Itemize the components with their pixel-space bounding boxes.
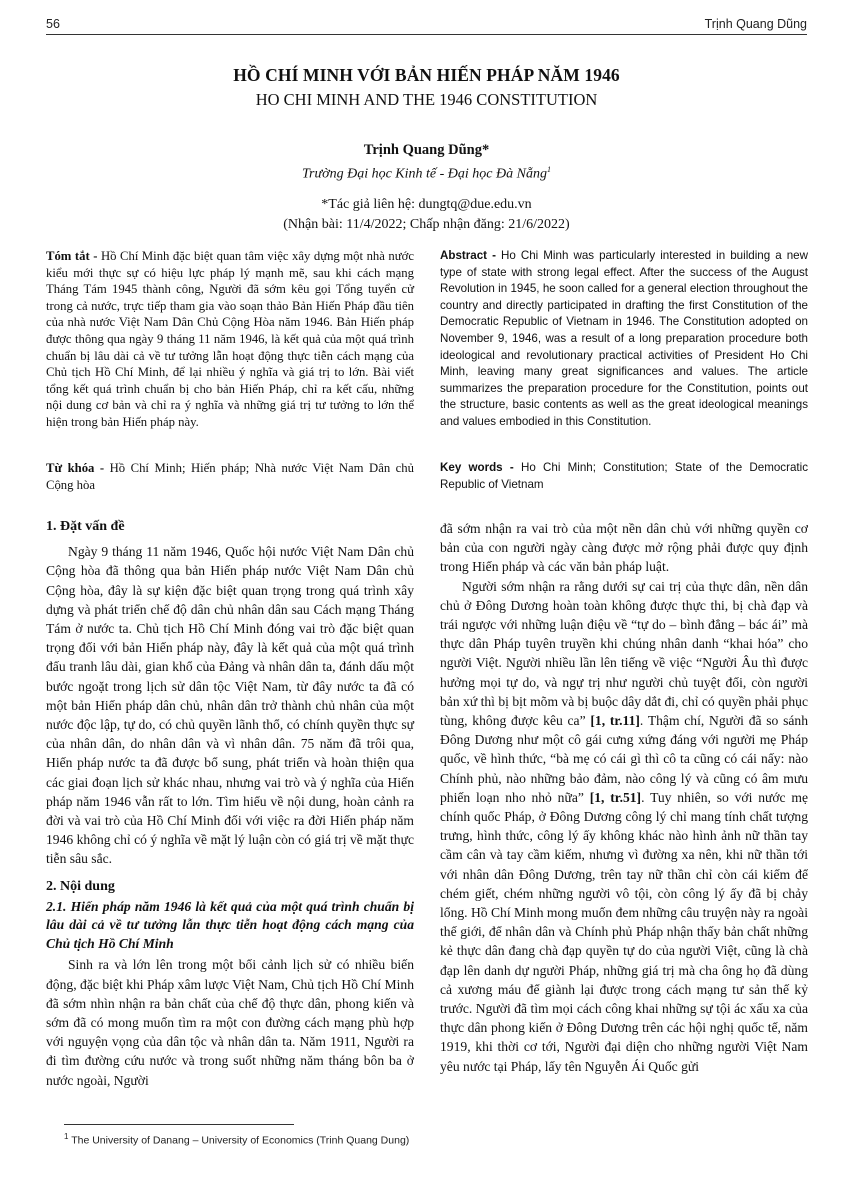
- section-1-heading: 1. Đặt vấn đề: [46, 519, 125, 534]
- footnote-rule: [64, 1124, 294, 1125]
- affiliation-footnote-mark: 1: [546, 165, 551, 174]
- author-name: Trịnh Quang Dũng*: [363, 142, 490, 158]
- author-contact: *Tác giả liên hệ: dungtq@due.edu.vn: [321, 196, 532, 212]
- paragraph-text-a: Người sớm nhận ra rằng dưới sự cai trị của thực dân, nền dân chủ ở Đông Dương hoàn toàn không được thực thi, bị chà đạp và trái ngược với những luận điệu về “tự do – bình đẳng – bác ái” mà thực dân Pháp tuyên truyền khi chúng nhân danh “khai hóa” cho người Việt. Người nhiều lần lên tiếng về việc “Người Âu thì được hưởng mọi tự do, và ngự trị như người chủ tuyệt đối, còn người bản xứ thì bị bịt mõm và bị buộc dây dắt đi, chỉ có quyền phải phục tùng, không được kêu ca”: [440, 578, 808, 729]
- section-2-heading: 2. Nội dung: [46, 878, 115, 894]
- subsection-2-1-paragraph: Sinh ra và lớn lên trong một bối cảnh lịch sử có nhiều biến động, đặc biệt khi Pháp xâm lược Việt Nam, Chủ tịch Hồ Chí Minh đã sớm nhìn nhận ra bản chất của chế độ thực dân, phong kiến và sớm đã có mong muốn tìm ra một con đường cách mạng phù hợp với nguyện vọng của dân tộc và nhân dân ta. Năm 1911, Người ra đi tìm đường cứu nước và trong suốt những năm tháng bôn ba ở nước ngoài, Người: [46, 957, 414, 1088]
- keywords-en-label: Key words -: [440, 461, 514, 474]
- author-block: [0, 140, 853, 235]
- section-1-paragraph: Ngày 9 tháng 11 năm 1946, Quốc hội nước Việt Nam Dân chủ Cộng hòa đã thông qua bản Hiến pháp nước Việt Nam Dân chủ Cộng hòa, đây là sự kiện đặc biệt quan trọng trong quá trình xây dựng và phát triển chế độ dân chủ nhân dân sau Cách mạng Tháng Tám ở nước ta. Chủ tịch Hồ Chí Minh đóng vai trò đặc biệt quan trọng đối với bản Hiến pháp này, đây là kết quả của một quá trình đấu tranh lâu dài, gian khổ của Đảng và nhân dân ta, đánh dấu một bước ngoặt trong lịch sử dân tộc Việt Nam, từ đây nước ta đã có một bản Hiến pháp dân chủ, nhân dân trở thành chủ nhân của một nước độc lập, tự do, có chủ quyền lãnh thổ, có chính quyền thực sự của nhân dân, do nhân dân và vì nhân dân. 75 năm đã trôi qua, Hiến pháp nước ta đã được bổ sung, phát triển và hoàn thiện qua các giai đoạn lịch sử khác nhau, nhưng vai trò và ý nghĩa của Hiến pháp năm 1946 vẫn rất to lớn. Tìm hiểu về nội dung, hoàn cảnh ra đời và vai trò của Hồ Chí Minh đối với việc ra đời Hiến pháp năm 1946 không chỉ có ý nghĩa về mặt lý luận còn có giá trị về mặt thực tiễn sâu sắc.: [46, 544, 414, 867]
- abstract-vi-label: Tóm tắt -: [46, 249, 98, 263]
- abstract-vietnamese: [46, 248, 414, 431]
- running-header: [46, 14, 807, 35]
- author-affiliation: [0, 160, 853, 185]
- keywords-vietnamese: [46, 460, 414, 493]
- continued-paragraph: đã sớm nhận ra vai trò của một nền dân chủ với những quyền cơ bản của con người ngày càng được mở rộng phải được quy định trong Hiến pháp và các văn bản pháp luật.: [440, 521, 808, 575]
- paragraph-text-b: . Thậm chí, Người đã so sánh Đông Dương như một cô gái cưng xứng đáng với người mẹ Pháp quốc, về hình thức, “bà mẹ có cái gì thì cô ta cũng có cái nấy: nào Chính phủ, nào những bảo đảm, nào công lý và cũng có âm mưu phiến loạn nho nhỏ nữa”: [440, 713, 808, 805]
- title-english: HO CHI MINH AND THE 1946 CONSTITUTION: [255, 90, 598, 109]
- title-block: [0, 65, 853, 110]
- abstract-en-label: Abstract -: [440, 249, 496, 262]
- abstract-en-text: Ho Chi Minh was particularly interested in building a new type of state with strong legal effect. After the success of the August Revolution in 1945, he soon called for a general election throughout the country and directly participated in drafting the first Constitution of the Democratic Republic of Vietnam in 1946. The Constitution adopted on November 9, 1946, was a result of a long preparation procedure both ideological and revolutionary practical activities of President Ho Chi Minh, leaving many great significances and values. The article summarizes the preparation procedure for the Constitution, points out the structure, basic contents as well as the great ideological meanings and values embodied in this Constitution.: [440, 249, 808, 428]
- body-right-column: [440, 519, 808, 1076]
- abstract-vi-text: Hồ Chí Minh đặc biệt quan tâm việc xây dựng một nhà nước kiểu mới thực sự có hiệu lực pháp lý mạnh mẽ, sau khi cách mạng Tháng Tám 1945 thành công, Người đã sớm kêu gọi Tổng tuyển cử trong cả nước, trực tiếp tham gia vào soạn thảo Bản Hiến Pháp đầu tiên của nhà nước Việt Nam Dân Chủ Cộng Hòa năm 1946. Bản Hiến pháp được thông qua ngày 9 tháng 11 năm 1946, là kết quả của một quá trình chuẩn bị lâu dài cả về tư tưởng lẫn hoạt động thực tiễn cách mạng của Chủ tịch Hồ Chí Minh, để lại nhiều ý nghĩa và giá trị to lớn. Bài viết tổng kết quá trình chuẩn bị cho bản Hiến Pháp, chỉ ra kết cấu, những nội dung cơ bản và chỉ ra ý nghĩa và những giá trị tư tưởng to lớn thể hiện trong bản Hiến pháp này.: [46, 249, 414, 429]
- page-number: 56: [46, 17, 60, 31]
- body-left-column: [46, 517, 414, 1090]
- footnote: [64, 1132, 409, 1147]
- footnote-text: The University of Danang – University of Economics (Trinh Quang Dung): [71, 1134, 410, 1147]
- citation-1: [1, tr.11]: [590, 713, 640, 729]
- keywords-en-text: Ho Chi Minh; Constitution; State of the Democratic Republic of Vietnam: [440, 461, 808, 491]
- affiliation-text: Trường Đại học Kinh tế - Đại học Đà Nẵng: [302, 166, 547, 182]
- paragraph-text-c: . Tuy nhiên, so với nước mẹ chính quốc Pháp, ở Đông Dương công lý chỉ mang tính chất tượng trưng, hình thức, công lý ấy không khác nào hình ảnh nữ thần tay cầm cân và tay cầm kiếm, nhưng vì đường xa nên, khi nữ thần tới với nhân dân Đông Dương, trên tay nữ thần chỉ còn cái kiếm để chém giết, chém những người vô tội, còn công lý ấy đã bị chảy lổng. Hồ Chí Minh mong muốn đem những câu truyện này ra ngoài thế giới, để nhân dân và Chính phủ Pháp nhận thấy bản chất những kẻ thực dân đang chà đạp quyền tự do của người Việt, cũng là chà đạp lên danh dự người Pháp, những giá trị mà cha ông họ đã dùng cả xương máu để giành lại được trong cách mạng tư sản thế kỷ trước. Người đã tìm mọi cách công khai những sự tội ác xấu xa của thực dân phong kiến ở Đông Dương trên các hội nghị quốc tế, năm 1919, khi thời cơ tới, Người đại diện cho những người Việt Nam yêu nước tại Pháp, lấy tên Nguyễn Ái Quốc gửi: [440, 789, 809, 1074]
- citation-2: [1, tr.51]: [589, 789, 642, 805]
- subsection-2-1-heading: 2.1. Hiến pháp năm 1946 là kết quả của một quá trình chuẩn bị lâu dài cả về tư tưởng lẫn thực tiễn hoạt động cách mạng của Chủ tịch Hồ Chí Minh: [46, 898, 414, 951]
- keywords-english: [440, 460, 808, 493]
- title-vietnamese: HỒ CHÍ MINH VỚI BẢN HIẾN PHÁP NĂM 1946: [233, 65, 620, 85]
- footnote-mark: 1: [64, 1132, 69, 1141]
- body-paragraph: [440, 577, 808, 1076]
- keywords-vi-label: Từ khóa -: [46, 461, 105, 475]
- submission-dates: (Nhận bài: 11/4/2022; Chấp nhận đăng: 21/6/2022): [283, 216, 570, 232]
- keywords-vi-text: Hồ Chí Minh; Hiến pháp; Nhà nước Việt Nam Dân chủ Cộng hòa: [46, 461, 414, 492]
- running-author: Trịnh Quang Dũng: [704, 17, 807, 31]
- abstract-english: [440, 248, 808, 431]
